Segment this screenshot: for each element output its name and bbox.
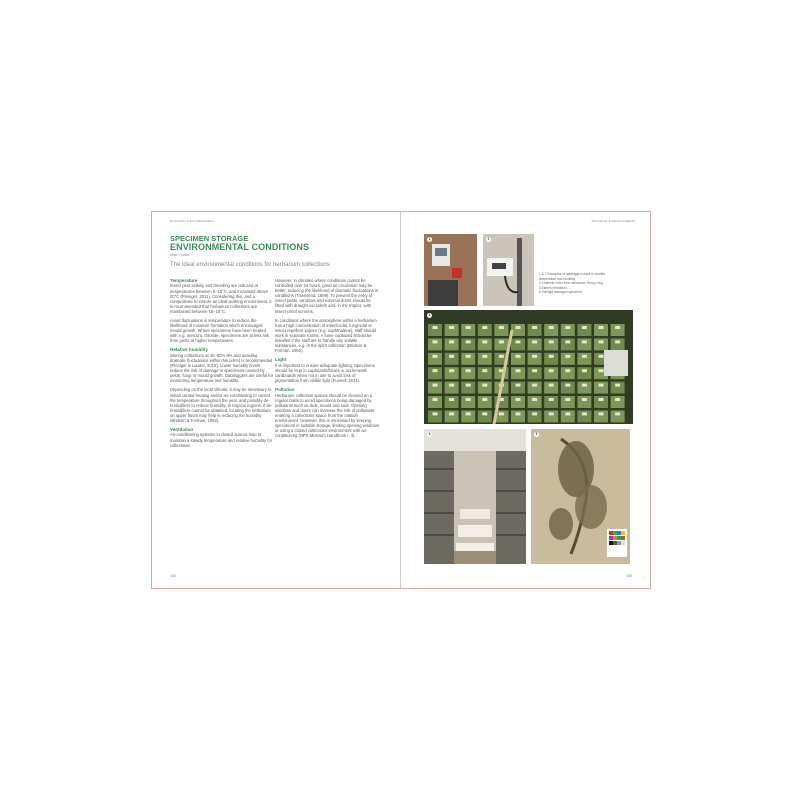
photo-herbarium-atrium <box>424 429 526 564</box>
photo-datalogger-wall <box>424 234 477 306</box>
article-title: ENVIRONMENTAL CONDITIONS <box>170 242 310 252</box>
caption-line: temperature and humidity <box>539 276 576 281</box>
paragraph: Storing collections at 40–60% RH and avoiding dramatic fluctuations within this (±5%) is recommended (Pinniger & Lauder, 2018). Lower humidity levels reduce the risk of damage to specimens caused by pests, fungi or mould growth. Dataloggers are useful for monitoring temperature and humidity. <box>170 352 274 384</box>
page-number-left: 104 <box>170 574 176 578</box>
figure-caption <box>539 272 639 295</box>
photo-number-badge: 1 <box>428 237 431 241</box>
running-head-right: BUILDING & ENVIRONMENT <box>591 219 636 223</box>
caption-line: 5 Sunlight damaged specimen <box>539 290 582 295</box>
photo-datalogger-wall-graphic <box>424 234 477 306</box>
text-column-1 <box>170 278 274 452</box>
photo-datalogger-mounted-graphic <box>483 234 534 306</box>
right-page <box>401 212 650 588</box>
paragraph: It is important to ensure adequate lighting. Specimens should be kept in cupboards/boxes or underneath cardboards when not in use to avoid loss of pigmentation from visible light (Funnell, 2011). <box>275 362 375 383</box>
photo-damaged-specimen-graphic <box>531 429 630 564</box>
left-page <box>152 212 400 588</box>
photo-datalogger-mounted <box>483 234 534 306</box>
heading-relative-humidity: Relative humidity <box>170 347 209 353</box>
photo-herbarium-atrium-graphic <box>424 429 526 564</box>
paragraph: Avoid fluctuations in temperature to reduce the likelihood of moisture formation which encourages mould growth. Where specimens have been treated with e.g. mercuric chloride, specimens are at less risk from pests at higher temperatures. <box>170 317 270 344</box>
section-eyebrow: SPECIMEN STORAGE <box>170 234 249 243</box>
photo-damaged-specimen <box>531 429 630 564</box>
paragraph: Insect pest activity and breeding are reduced at temperatures between 5–18°C, and increased above 20°C (Pinniger, 2011). Considering this, and a compromise to ensure an ideal working environment, it is recommended that herbarium collections are maintained between 15–18°C. <box>170 283 272 314</box>
paragraph: However, in climates where conditions cannot be controlled over 24 hours, good air circulation may be better, reducing the likelihood of dramatic fluctuations in conditions (Townsend, 1999). To prevent the entry of insect pests, windows and external doors should be fitted with draught excluders and, in the tropics, with insect-proof screens. <box>275 278 379 314</box>
photo-number-badge: 2 <box>487 237 490 241</box>
paragraph: Depending on the local climate, it may be necessary to install central heating and/or air-conditioning to control the temperature throughout the year, and possibly de-humidifiers to reduce humidity. In tropical regions, if de-humidifiers cannot be obtained, locating the herbarium on upper floors may help in reducing the humidity (Bridson & Forman, 1992). <box>170 387 273 423</box>
text-column-2 <box>275 278 379 442</box>
lead-text: The ideal environmental conditions for herbarium collections <box>170 262 330 268</box>
photo-herbarium-cabinets <box>424 310 633 424</box>
book-spread <box>151 211 651 589</box>
photo-number-badge: 5 <box>535 432 538 436</box>
photo-number-badge: 3 <box>428 313 431 317</box>
photo-number-badge: 4 <box>428 432 431 436</box>
heading-ventilation: Ventilation <box>170 427 194 433</box>
caption-line: 3 Cabinets in the Kew herbarium, Hong Kong <box>539 281 603 286</box>
heading-temperature: Temperature <box>170 278 198 283</box>
paragraph: Air-conditioning systems in closed spaces help to maintain a steady temperature and relative humidity for collections. <box>170 432 273 448</box>
paragraph: In conditions where the atmosphere within a herbarium has a high concentration of insecticidal, fungicidal or insect repellent vapour (e.g. naphthalene), staff should work in separate rooms. A fume cupboard should be installed if the staff are to handle any volatile substances, e.g. in the spirit collection (Bridson & Forman, 1992). <box>275 317 377 354</box>
running-head-left: BUILDING & ENVIRONMENT <box>170 219 215 223</box>
author-name: Mike Coates <box>170 253 190 257</box>
caption-line: 1 & 2 Examples of dataloggers used to monitor <box>539 272 606 276</box>
caption-line: 4 Eames herbarium, ... <box>539 285 572 290</box>
photo-herbarium-cabinets-graphic <box>424 310 633 424</box>
heading-pollution: Pollution <box>275 387 295 393</box>
paragraph: Herbarium collection spaces should be cleaned on a regular basis to avoid specimens being damaged by pollutants such as dust, mould and soot. Opening windows and doors can increase the risk of pollutants entering a collections space from the outside environment. However, this is minimised by keeping specimens in suitable storage, limiting opening windows or using a closed collections environment with air-conditioning (NPS Museum Handbook I, 4). <box>275 392 379 439</box>
heading-light: Light <box>275 357 287 363</box>
page-number-right: 105 <box>626 574 632 578</box>
